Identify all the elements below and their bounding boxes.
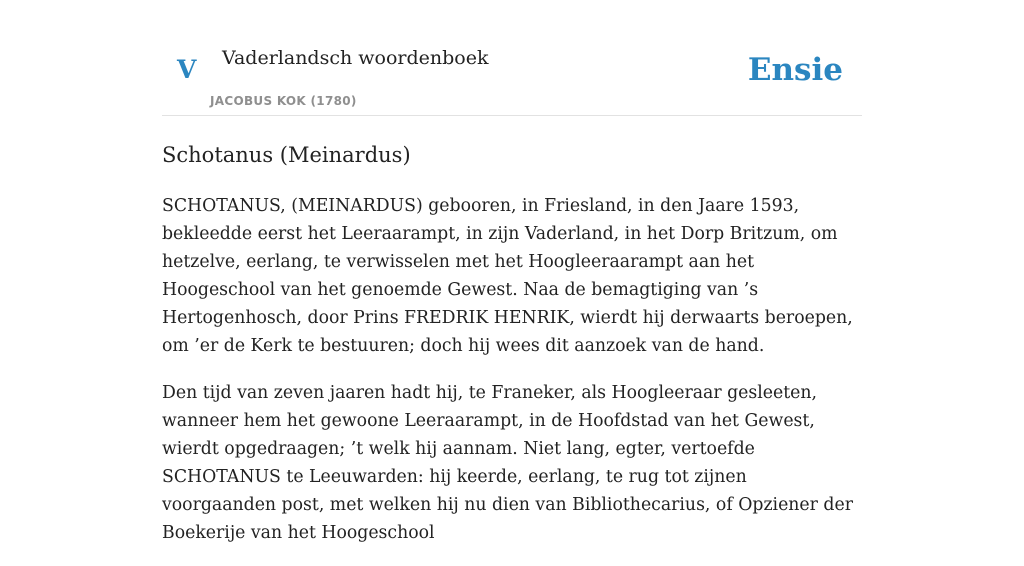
entry-title: Schotanus (Meinardus): [162, 143, 411, 167]
entry-body: [162, 192, 862, 566]
entry-paragraph-2: Den tijd van zeven jaaren hadt hij, te Franeker, als Hoogleeraar gesleeten, wanneer hem het gewoone Leeraarampt, in de Hoofdstad van het Gewest, wierdt opgedraagen; ’t welk hij aannam. Niet lang, egter, vertoefde SCHOTANUS te Leeuwarden: hij keerde, eerlang, te rug tot zijnen voorgaanden post, met welken hij nu dien van Bibliothecarius, of Opziener der Boekerije van het Hoogeschool: [162, 383, 853, 543]
entry-paragraph-1: SCHOTANUS, (MEINARDUS) gebooren, in Friesland, in den Jaare 1593, bekleedde eerst het Leeraarampt, in zijn Vaderland, in het Dorp Britzum, om hetzelve, eerlang, te verwisselen met het Hoogleeraarampt aan het Hoogeschool van het genoemde Gewest. Naa de bemagtiging van ’s Hertogenhosch, door Prins FREDRIK HENRIK, wierdt hij derwaarts beroepen, om ’er de Kerk te bestuuren; doch hij wees dit aanzoek van de hand.: [162, 196, 853, 356]
letter-index-link[interactable]: V: [177, 55, 197, 84]
ensie-logo-link[interactable]: Ensie: [747, 52, 843, 88]
book-author: JACOBUS KOK (1780): [210, 94, 357, 108]
book-header: [162, 0, 862, 116]
book-title-link[interactable]: Vaderlandsch woordenboek: [222, 47, 489, 69]
